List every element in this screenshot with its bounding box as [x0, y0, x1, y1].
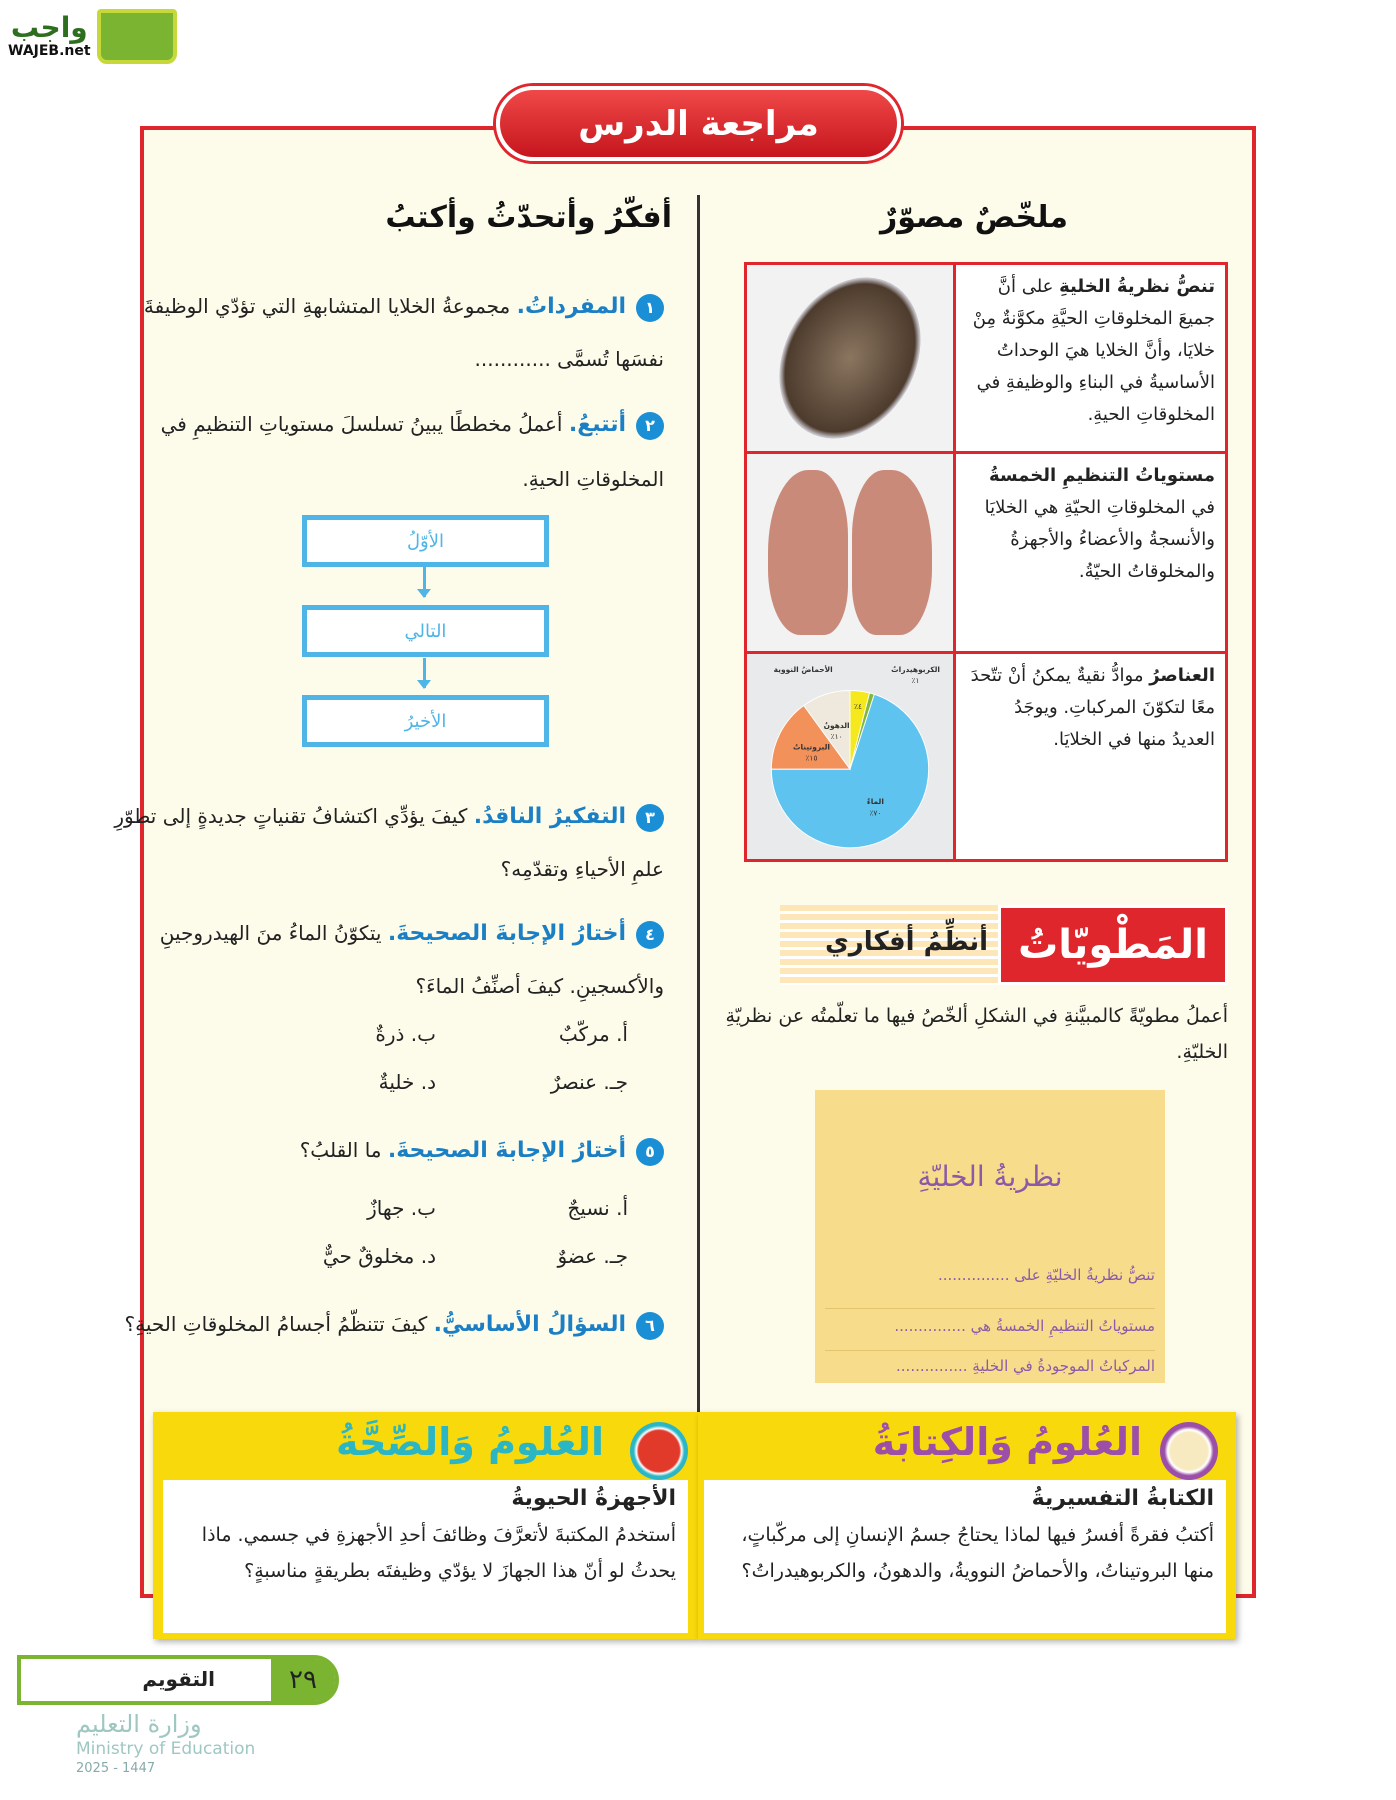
science-writing-subtitle: الكتابةُ التفسيريةُ — [1031, 1486, 1214, 1511]
question-number: ٢ — [636, 412, 664, 440]
question-label: أختارُ الإجابةَ الصحيحةَ. — [387, 921, 626, 946]
question-number: ٣ — [636, 804, 664, 832]
question-label: أتتبعُ. — [568, 412, 626, 437]
question-text: كيفَ تتنظّمُ أجسامُ المخلوقاتِ الحيةِ؟ — [124, 1312, 434, 1336]
question-6 — [104, 1300, 664, 1349]
question-text: أعملُ مخططًا يبينُ تسلسلَ مستوياتِ التنظيمِ في المخلوقاتِ الحيةِ. — [160, 412, 664, 491]
question-number: ٥ — [636, 1138, 664, 1166]
foldables-brand: المَطْويّاتُ — [998, 905, 1228, 985]
option-a[interactable]: أ. نسيجٌ — [567, 1196, 628, 1220]
science-writing-box — [698, 1412, 1236, 1639]
question-4 — [104, 907, 664, 1012]
science-writing-title: العُلومُ وَالكِتابَةُ — [872, 1420, 1142, 1464]
logo-arabic: واجب — [10, 11, 88, 44]
question-3 — [104, 790, 664, 895]
question-text: كيفَ يؤدِّي اكتشافُ تقنياتٍ جديدةٍ إلى تطوّرِ علمِ الأحياءِ وتقدّمِه؟ — [114, 804, 664, 881]
foldable-card-title: نظريةُ الخليّةِ — [917, 1160, 1063, 1193]
section-name: التقويم — [142, 1667, 215, 1691]
pie-value-label: ٪٧٠ — [869, 808, 882, 818]
question-text: ما القلبُ؟ — [299, 1138, 388, 1162]
science-health-subtitle: الأجهزةُ الحيويةُ — [511, 1486, 676, 1511]
question-label: السؤالُ الأساسيُّ. — [433, 1312, 626, 1337]
apple-icon — [630, 1422, 688, 1480]
ministry-arabic: وزارة التعليم — [76, 1710, 202, 1738]
flow-box-last[interactable]: الأخيرُ — [302, 695, 549, 747]
page-footer-bar — [17, 1655, 339, 1705]
foldable-card — [815, 1090, 1165, 1383]
pie-value-label: ٪١ — [911, 675, 920, 685]
pie-chart — [747, 654, 953, 859]
foldable-line: تنصُّ نظريةُ الخليّةِ على ............... — [937, 1266, 1155, 1284]
science-health-content — [163, 1480, 688, 1633]
pie-label: الكربوهيدراتُ — [891, 664, 940, 674]
question-1 — [104, 280, 664, 385]
pie-label: البروتيناتُ — [792, 742, 830, 752]
question-label: أختارُ الإجابةَ الصحيحةَ. — [387, 1138, 626, 1163]
cell-image — [747, 265, 953, 451]
arrow-down-icon — [423, 658, 426, 688]
science-health-box — [153, 1412, 698, 1639]
pie-value-label: ٪١٠ — [830, 732, 843, 742]
logo-latin: WAJEB.net — [8, 43, 91, 59]
option-b[interactable]: ب. جهازٌ — [367, 1196, 436, 1220]
writing-pad-icon — [1160, 1422, 1218, 1480]
option-c[interactable]: جـ. عضوٌ — [557, 1244, 628, 1268]
foldables-banner — [780, 905, 1228, 985]
summary-text: تنصُّ نظريةُ الخليةِ على أنَّ جميعَ المخلوقاتِ الحيَّةِ مكوَّنةٌ مِنْ خلايَا، وأنَّ الخلايا هيَ الوحداتُ الأساسيةُ في البناءِ والوظيفةِ في المخلوقاتِ الحيةِ. — [953, 265, 1225, 451]
foldables-subtitle: أنظِّمُ أفكاري — [824, 927, 988, 957]
pie-value-label: ٪١٥ — [805, 753, 818, 763]
option-d[interactable]: د. مخلوقٌ حيٌّ — [322, 1244, 436, 1268]
summary-heading: ملخّصٌ مصوّرٌ — [879, 200, 1068, 235]
year-label: 2025 - 1447 — [76, 1761, 156, 1776]
foldables-instruction: أعملُ مطويّةً كالمبيَّنةِ في الشكلِ ألخّصُ فيها ما تعلّمتُه عن نظريّةِ الخليّةِ. — [725, 1005, 1228, 1063]
flow-box-next[interactable]: التالي — [302, 605, 549, 657]
summary-row — [747, 654, 1225, 859]
pie-value-label: ٪٤ — [853, 701, 863, 711]
question-2 — [104, 397, 664, 506]
question-label: المفرداتُ. — [516, 294, 626, 319]
lesson-review-title: مراجعة الدرس — [496, 86, 901, 161]
summary-row — [747, 454, 1225, 654]
flow-box-first[interactable]: الأوّلُ — [302, 515, 549, 567]
foldable-line: المركباتُ الموجودةُ في الخليةِ ............... — [825, 1350, 1155, 1375]
option-c[interactable]: جـ. عنصرٌ — [550, 1070, 628, 1094]
foldable-line: مستوياتُ التنظيمِ الخمسةُ هي ............... — [825, 1308, 1155, 1335]
pie-label: الأحماضُ النووية — [773, 664, 833, 674]
pie-label: الدهونُ — [823, 720, 850, 730]
pie-chart-svg — [747, 654, 953, 859]
question-number: ٤ — [636, 921, 664, 949]
arrow-down-icon — [423, 567, 426, 597]
logo-text — [8, 13, 91, 59]
question-number: ٦ — [636, 1312, 664, 1340]
book-icon — [97, 9, 177, 64]
science-writing-content — [704, 1480, 1226, 1633]
summary-row — [747, 265, 1225, 454]
pie-label: الماءُ — [866, 797, 884, 807]
question-number: ١ — [636, 294, 664, 322]
wajeb-logo — [8, 6, 193, 66]
summary-text: العناصرُ موادُّ نقيةٌ يمكنُ أنْ تتّحدَ معًا لتكوّنَ المركباتِ. ويوجَدُ العديدُ منها في الخلايَا. — [953, 654, 1225, 859]
ministry-watermark — [76, 1710, 255, 1778]
question-5 — [104, 1135, 664, 1166]
question-text: يتكوّنُ الماءُ منَ الهيدروجينِ والأكسجينِ. كيفَ أصنِّفُ الماءَ؟ — [159, 921, 664, 998]
question-text: مجموعةُ الخلايا المتشابهةِ التي تؤدّي الوظيفةَ نفسَها تُسمَّى ............ — [143, 294, 664, 371]
think-heading: أفكّرُ وأتحدّثُ وأكتبُ — [385, 200, 672, 235]
science-writing-text: أكتبُ فقرةً أفسرُ فيها لماذا يحتاجُ جسمُ الإنسانِ إلى مركّباتٍ، منها البروتيناتُ، والأحماضُ النوويةُ، والدهونُ، والكربوهيدراتُ؟ — [741, 1524, 1214, 1582]
science-health-text: أستخدمُ المكتبةَ لأتعرَّفَ وظائفَ أحدِ الأجهزةِ في جسمي. ماذا يحدثُ لو أنّ هذا الجهازَ لا يؤدّي وظيفتَه بطريقةٍ مناسبةٍ؟ — [201, 1524, 676, 1582]
option-b[interactable]: ب. ذرةٌ — [375, 1022, 436, 1046]
science-health-title: العُلومُ وَالصِّحَّةُ — [336, 1420, 604, 1464]
ministry-english: Ministry of Education — [76, 1739, 256, 1759]
option-a[interactable]: أ. مركّبٌ — [558, 1022, 628, 1046]
question-label: التفكيرُ الناقدُ. — [473, 804, 626, 829]
summary-text: مستوياتُ التنظيمِ الخمسةُ في المخلوقاتِ الحيّةِ هي الخلايَا والأنسجةُ والأعضاءُ والأجهزةُ والمخلوقاتُ الحيّةُ. — [953, 454, 1225, 651]
page-number: ٢٩ — [271, 1659, 335, 1701]
option-d[interactable]: د. خليةٌ — [378, 1070, 436, 1094]
column-divider — [697, 195, 700, 1412]
visual-summary-table — [744, 262, 1228, 862]
lungs-heart-image — [747, 454, 953, 651]
